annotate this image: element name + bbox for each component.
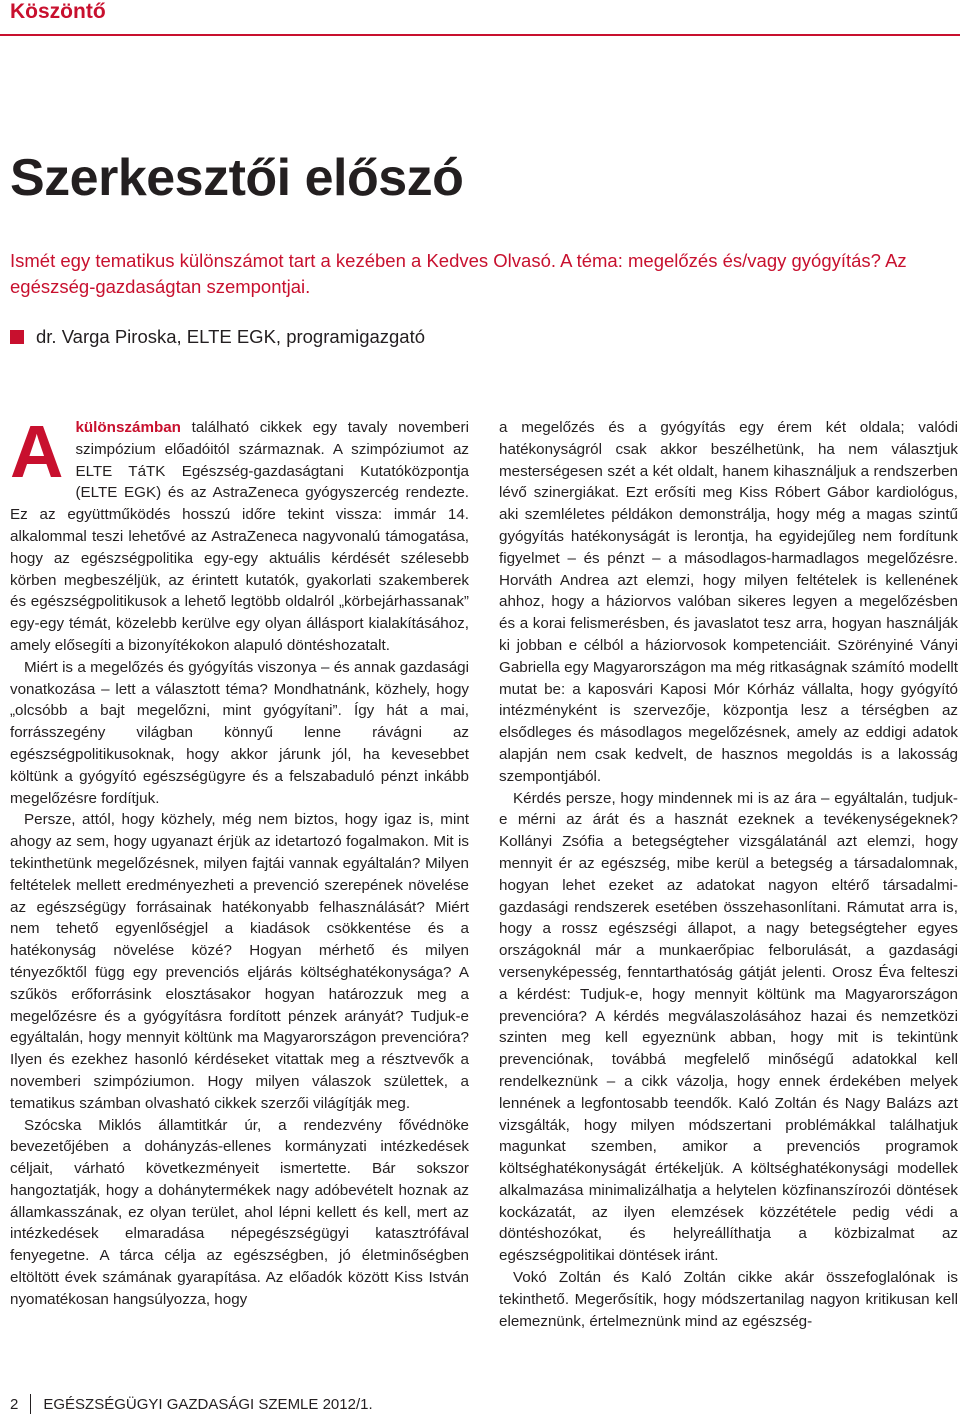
right-column bbox=[499, 417, 958, 1332]
first-paragraph bbox=[10, 410, 469, 657]
paragraph: Kérdés persze, hogy mindennek mi is az ára – egyáltalán, tudjuk-e mérni az árát és a hasznát ezeknek a tevékenységeknek? Kollányi Zsófia a betegségteher vizsgálatánál azt elemzi, hogy mennyit ér az egészség, mibe kerül a betegség a társadalomnak, hogyan lehet ezeket az adatokat nagyon eltérő társadalmi-gazdasági rendszerek esetében összehasonlítani. Rámutat arra is, hogy a rossz egészségi állapot, a nagy betegségteher egyes országoknál már a munkaerőpiac felborulását, a gazdasági versenyképesség, fenntarthatóság gátját jelenti. Orosz Éva felteszi a kérdést: Tudjuk-e, hogy mennyit költünk ma Magyarországon prevencióra? A kérdés megválaszolásához hazai és nemzetközi szinten meg kell egyeznünk abban, hogy mit is tekintünk prevenciónak, továbbá megfelelő minőségű adatokkal kell rendelkeznünk – a cikk vázolja, hogy ennek érdekében melyek lennének a legfontosabb teendők. Kaló Zoltán és Nagy Balázs azt vizsgálták, hogy milyen módszertani problémákkal találhatjuk magunkat szemben, amikor a prevenciós programok költséghatékonyságát értékeljük. A költséghatékonysági modellek alkalmazása minimalizálhatja a helytelen közfinanszírozói döntések kockázatát, az ilyen elemzések közzététele pedig védi a döntéshozókat, és helyreállíthatja a közbizalmat az egészségpolitikai döntések iránt. bbox=[499, 789, 958, 1265]
author-name: dr. Varga Piroska, ELTE EGK, programigazgató bbox=[36, 326, 426, 347]
square-bullet-icon bbox=[10, 330, 24, 344]
article-lead: Ismét egy tematikus különszámot tart a kezében a Kedves Olvasó. A téma: megelőzés és/vagy gyógyítás? Az egészség-gazdaságtan szempontjai. bbox=[10, 250, 907, 297]
left-column bbox=[10, 410, 469, 1311]
page-footer bbox=[10, 1394, 373, 1414]
article-title: Szerkesztői előszó bbox=[10, 149, 464, 207]
header-rule bbox=[0, 34, 960, 36]
first-paragraph-text: található cikkek egy tavaly novemberi szimpózium előadóitól származnak. A szimpóziumot az ELTE TáTK Egészség-gazdaságtani Kutatóközpontja (ELTE EGK) és az AstraZeneca gyógyszercég rendezte. Ez az együttműködés hosszú időre tekint vissza: immár 14. alkalommal teszi lehetővé az AstraZeneca nagyvonalú támogatása, hogy az egészségpolitika egy-egy aktuális kérdését szélesebb körben megbeszéljük, az érintett kutatók, gyakorlati szakemberek és egészségpolitikusok a lehető legtöbb oldalról „körbejárhassanak” egy-egy témát, közelebb kerülve egy olyan állásport kialakításához, amely elősegíti a bizonyítékokon alapuló döntéshozatalt. bbox=[10, 419, 469, 654]
paragraph: Miért is a megelőzés és gyógyítás viszonya – és annak gazdasági vonatkozása – lett a választott téma? Mondhatnánk, közhely, hogy „olcsóbb a bajt megelőzni, mint gyógyítani”. Így hát a mai, forrásszegény világban könnyű lenne rávágni az egészségpolitikusoknak, hogy akkor járunk jól, ha kevesebbet költünk a gyógyító egészségügyre és a felszabaduló pénzt inkább megelőzésre fordítjuk. bbox=[10, 658, 469, 807]
paragraph: a megelőzés és a gyógyítás egy érem két oldala; valódi hatékonyságról csak akkor beszélhetünk, ha nem választjuk mesterségesen szét a két oldalt, hanem kihasználjuk a rendszerben lévő szinergiákat. Ezt erősíti meg Kiss Róbert Gábor kardiológus, aki szemléletes példákon demonstrálja, hogy még a magas szintű gyógyítás hatékonyságát is lerontja, ha egyidejűleg nem fordítunk figyelmet – és pénzt – a másodlagos-harmadlagos megelőzésre. Horváth Andrea azt elemzi, hogy milyen feltételek is kellenének ahhoz, hogy a háziorvos valóban sikeres legyen a megelőzésben és a korai felismerésben, és javaslatot tesz arra, hogyan használják ki jobban e célból a háziorvosok kompetenciáit. Szörényiné Ványi Gabriella egy Magyarországon ma még ritkaságnak számító modellt mutat be: a kaposvári Kaposi Mór Kórház vállalta, hogy gyógyító intézményként is szervezője, központja lesz a térségben az elsődleges és másodlagos megelőzésnek, amely az eddigi adatok alapján nem csak kedvelt, de hasznos megoldás is a lakosság szempontjából. bbox=[499, 419, 958, 785]
author-line bbox=[10, 326, 425, 348]
paragraph: Szócska Miklós államtitkár úr, a rendezvény fővédnöke bevezetőjében a dohányzás-ellenes kormányzati intézkedések céljait, várható következményeit ismertette. Bár sokszor hangoztatják, hogy a dohánytermékek nagy adóbevételt hoznak az államkasszának, ez olyan terület, ahol lépni kellett és kell, mert az intézkedések elmaradása népegészségügyi katasztrófával fenyegetne. A tárca célja az egészségben, jó életminőségben eltöltött évek számának gyarapítása. Az előadók között Kiss István nyomatékosan hangsúlyozza, hogy bbox=[10, 1116, 469, 1308]
lead-word: különszámban bbox=[75, 419, 181, 436]
footer-divider bbox=[30, 1394, 31, 1414]
paragraph: Vokó Zoltán és Kaló Zoltán cikke akár összefoglalónak is tekinthető. Megerősítik, hogy módszertanilag nagyon kritikusan kell elemeznünk, értelmeznünk mind az egészség- bbox=[499, 1269, 958, 1330]
paragraph: Persze, attól, hogy közhely, még nem biztos, hogy igaz is, mint ahogy az sem, hogy ugyanazt érjük az idetartozó fogalmakon. Mit is tekinthetünk megelőzésnek, milyen fajtái vannak egyáltalán? Milyen feltételek mellett eredményezheti a prevenció szerepének növelése az egészségügy forrásainak hatékonyabb felhasználását? Miért nem tehető egyenlőségjel a kiadások csökkentése és a hatékonyság növelése közé? Hogyan mérhető és milyen tényezőktől függ egy prevenciós eljárás költséghatékonysága? A szűkös erőforrásink elosztásakor hogyan határozzuk meg a megelőzésre és a gyógyításra fordított pénzek arányát? Tudjuk-e egyáltalán, hogy mennyit költünk ma Magyarországon prevencióra? Ilyen és ezekhez hasonló kérdéseket vitattak meg a résztvevők a novemberi szimpóziumon. Hogy milyen válaszok születtek, a tematikus számban olvasható cikkek szerzői világítják meg. bbox=[10, 811, 469, 1112]
page-number: 2 bbox=[10, 1395, 19, 1413]
section-label: Köszöntő bbox=[10, 0, 106, 23]
drop-cap: A bbox=[10, 410, 64, 493]
journal-name: EGÉSZSÉGÜGYI GAZDASÁGI SZEMLE 2012/1. bbox=[43, 1395, 373, 1413]
